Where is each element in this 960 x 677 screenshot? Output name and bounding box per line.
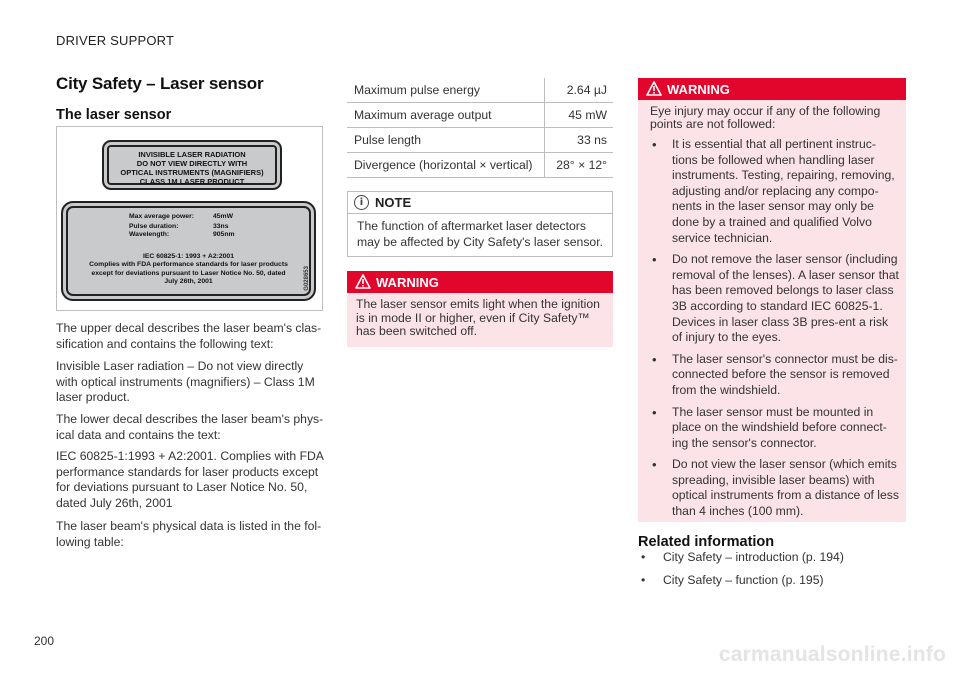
spec-value: 33 ns: [545, 128, 613, 153]
spec-value: 28° × 12°: [545, 153, 613, 178]
upper-decal-line: OPTICAL INSTRUMENTS (MAGNIFIERS): [120, 168, 264, 177]
info-icon: i: [354, 195, 369, 210]
table-row: [347, 153, 613, 178]
table-row: [347, 128, 613, 153]
decal-spec-value: 45mW: [213, 213, 234, 220]
warning-box: [638, 78, 906, 522]
decal-spec-key: Pulse duration:: [129, 223, 179, 230]
table-row: [347, 78, 613, 103]
decal-spec-key: Max average power:: [129, 213, 194, 220]
lower-decal: [61, 201, 316, 301]
note-box: [347, 191, 613, 257]
decal-spec-value: 33ns: [213, 223, 229, 230]
note-text: The function of aftermarket laser detectors may be affected by City Safety's laser sensor.: [357, 219, 603, 249]
spec-label: Maximum pulse energy: [347, 78, 545, 103]
spec-value: 2.64 µJ: [545, 78, 613, 103]
upper-decal-line: CLASS 1M LASER PRODUCT: [139, 177, 245, 186]
decal-spec-row: [129, 213, 233, 221]
header-title: DRIVER SUPPORT: [56, 33, 175, 48]
paragraph: The laser beam's physical data is listed in the fol-lowing table:: [56, 519, 322, 549]
warning-header: [347, 271, 613, 293]
upper-decal: [102, 140, 282, 190]
warning-triangle-icon: [646, 81, 662, 96]
section-subtitle: The laser sensor: [56, 107, 172, 123]
decal-iec-text: [63, 253, 314, 287]
warning-triangle-icon: [355, 274, 371, 289]
warning-header: [638, 78, 906, 100]
section-title: City Safety – Laser sensor: [56, 74, 264, 93]
warning-title: WARNING: [376, 275, 439, 290]
list-item: • The laser sensor's connector must be dis-connected before the sensor is removed from the windshield.: [650, 352, 900, 399]
spec-label: Pulse length: [347, 128, 545, 153]
decal-spec-value: 905nm: [213, 231, 235, 238]
list-item: • Do not view the laser sensor (which emits spreading, invisible laser beams) with optical instruments from a distance of less than 4 inches (100 mm).: [650, 457, 900, 519]
warning-title: WARNING: [667, 82, 730, 97]
upper-decal-line: INVISIBLE LASER RADIATION: [138, 150, 246, 159]
warning-box: [347, 271, 613, 347]
laser-sensor-figure: [56, 126, 323, 311]
decal-spec-row: [129, 231, 235, 239]
note-header: [348, 192, 612, 214]
list-item: • Do not remove the laser sensor (including removal of the lenses). A laser sensor that has been removed belongs to laser class 3B according to standard IEC 60825-1. Devices in laser class 3B pres-ent a risk of injury to the eyes.: [650, 252, 900, 346]
watermark: carmanualsonline.info: [718, 643, 946, 666]
related-info-list: [638, 550, 844, 595]
upper-decal-line: DO NOT VIEW DIRECTLY WITH: [136, 159, 248, 168]
list-item: • The laser sensor must be mounted in place on the windshield before connect-ing the sensor's connector.: [650, 405, 900, 452]
page-number: 200: [34, 634, 55, 648]
spec-label: Divergence (horizontal × vertical): [347, 153, 545, 178]
related-info-title: Related information: [638, 534, 775, 550]
spec-value: 45 mW: [545, 103, 613, 128]
warning-list: [650, 137, 900, 526]
list-item: • It is essential that all pertinent instruc-tions be followed when handling laser instruments. Testing, repairing, removing, adjusting and/or replacing any compo-nents in the laser sensor may only be done by a trained and qualified Volvo service technician.: [650, 137, 900, 246]
paragraph: Invisible Laser radiation – Do not view directly with optical instruments (magnifiers) – Class 1M laser product.: [56, 359, 315, 405]
table-row: [347, 103, 613, 128]
note-title: NOTE: [375, 195, 412, 210]
iec-line: except for deviations pursuant to Laser Notice No. 50, dated: [91, 269, 286, 277]
iec-line: IEC 60825-1: 1993 + A2:2001: [142, 253, 234, 260]
iec-line: Complies with FDA performance standards for laser products: [89, 261, 288, 269]
laser-spec-table: [347, 78, 613, 178]
paragraph: The lower decal describes the laser beam's phys-ical data and contains the text:: [56, 412, 324, 442]
decal-spec-key: Wavelength:: [129, 231, 170, 238]
related-link[interactable]: • City Safety – function (p. 195): [638, 573, 844, 589]
paragraph: The upper decal describes the laser beam's clas-sification and contains the following text:: [56, 321, 322, 351]
spec-label: Maximum average output: [347, 103, 545, 128]
paragraph: IEC 60825-1:1993 + A2:2001. Complies with FDA performance standards for laser products except for deviations pursuant to Laser Notice No. 50, dated July 26th, 2001: [56, 449, 324, 510]
warning-text: The laser sensor emits light when the ignition is in mode II or higher, even if City Safety™ has been switched off.: [356, 297, 600, 339]
related-link[interactable]: • City Safety – introduction (p. 194): [638, 550, 844, 566]
figure-code: G028653: [303, 266, 310, 291]
iec-line: July 26th, 2001: [164, 278, 213, 286]
warning-intro: Eye injury may occur if any of the following points are not followed:: [650, 104, 881, 132]
